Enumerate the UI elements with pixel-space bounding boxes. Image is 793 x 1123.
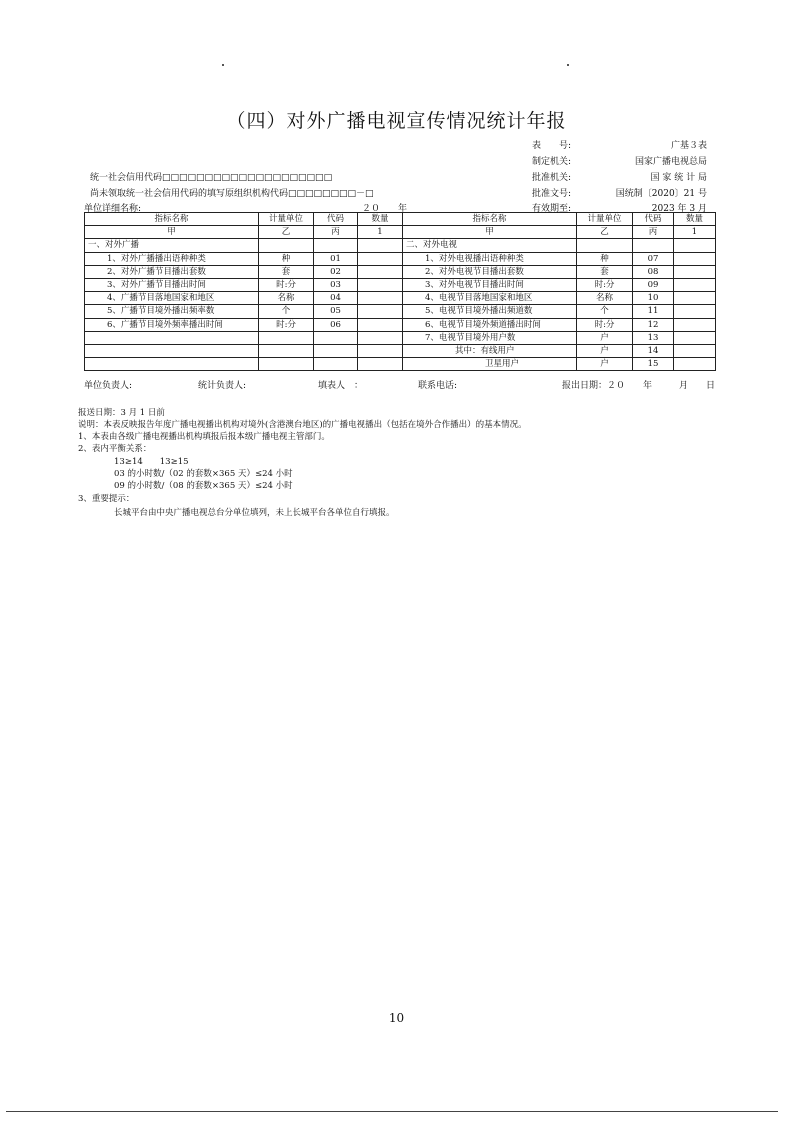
table-row bbox=[85, 292, 716, 305]
quantity-cell[interactable] bbox=[358, 278, 403, 291]
quantity-cell[interactable] bbox=[358, 318, 403, 331]
stat-head-label: 统计负责人: bbox=[198, 381, 247, 391]
unit-cell bbox=[259, 358, 314, 371]
indicator-name bbox=[85, 331, 259, 344]
code-cell: 02 bbox=[314, 265, 358, 278]
quantity-cell[interactable] bbox=[358, 331, 403, 344]
header-code: 代码 bbox=[314, 213, 358, 226]
credit-code-field: 统一社会信用代码□□□□□□□□□□□□□□□□□□□□ bbox=[90, 173, 333, 183]
code-cell bbox=[314, 358, 358, 371]
unit-cell: 个 bbox=[577, 305, 633, 318]
page-number: 10 bbox=[388, 1011, 405, 1025]
table-row bbox=[85, 265, 716, 278]
table-row bbox=[85, 278, 716, 291]
header-indicator-name: 指标名称 bbox=[403, 213, 577, 226]
code-cell: 03 bbox=[314, 278, 358, 291]
scan-speck bbox=[222, 64, 224, 66]
table-row bbox=[85, 358, 716, 371]
quantity-cell[interactable] bbox=[358, 305, 403, 318]
unit-cell: 种 bbox=[577, 252, 633, 265]
filler-label: 填表人 ： bbox=[318, 381, 364, 391]
code-cell: 10 bbox=[633, 292, 674, 305]
code-cell: 01 bbox=[314, 252, 358, 265]
unit-cell: 时:分 bbox=[259, 318, 314, 331]
header-quantity: 数量 bbox=[358, 213, 403, 226]
unit-cell: 户 bbox=[577, 358, 633, 371]
note-item-1: 1、本表由各级广播电视播出机构填报后报本级广播电视主管部门。 bbox=[78, 432, 330, 442]
quantity-cell[interactable] bbox=[674, 265, 716, 278]
indicator-name: 1、对外电视播出语种种类 bbox=[403, 252, 577, 265]
subheader-cell: 丙 bbox=[314, 226, 358, 239]
indicator-name: 5、电视节目境外播出频道数 bbox=[403, 305, 577, 318]
quantity-cell[interactable] bbox=[358, 265, 403, 278]
indicator-name: 3、对外广播节目播出时间 bbox=[85, 278, 259, 291]
note-balance-3: 09 的小时数/（08 的套数×365 天）≤24 小时 bbox=[114, 481, 293, 491]
code-cell bbox=[314, 239, 358, 252]
unit-cell: 种 bbox=[259, 252, 314, 265]
indicator-name bbox=[85, 358, 259, 371]
subheader-cell: 乙 bbox=[577, 226, 633, 239]
meta-label-approver: 批准机关: bbox=[532, 173, 572, 183]
meta-value-authority: 国家广播电视总局 bbox=[634, 157, 707, 167]
table-row bbox=[85, 239, 716, 252]
org-code-field: 尚未领取统一社会信用代码的填写原组织机构代码□□□□□□□□－□ bbox=[90, 189, 374, 199]
header-quantity: 数量 bbox=[674, 213, 716, 226]
indicator-name: 2、对外电视节目播出套数 bbox=[403, 265, 577, 278]
quantity-cell[interactable] bbox=[674, 358, 716, 371]
quantity-cell[interactable] bbox=[674, 278, 716, 291]
table-row bbox=[85, 344, 716, 357]
note-balance-2: 03 的小时数/（02 的套数×365 天）≤24 小时 bbox=[114, 469, 293, 479]
indicator-name: 二、对外电视 bbox=[403, 239, 577, 252]
note-item-2: 2、表内平衡关系： bbox=[78, 444, 152, 454]
unit-cell: 名称 bbox=[259, 292, 314, 305]
quantity-cell[interactable] bbox=[674, 318, 716, 331]
bottom-rule bbox=[6, 1111, 778, 1112]
code-cell: 04 bbox=[314, 292, 358, 305]
quantity-cell[interactable] bbox=[358, 239, 403, 252]
note-balance-1: 13≥14 13≥15 bbox=[114, 457, 189, 467]
quantity-cell[interactable] bbox=[674, 292, 716, 305]
quantity-cell[interactable] bbox=[674, 305, 716, 318]
meta-label-valid-until: 有效期至: bbox=[532, 204, 572, 214]
header-unit: 计量单位 bbox=[577, 213, 633, 226]
code-cell: 08 bbox=[633, 265, 674, 278]
meta-label-form-no: 表 号: bbox=[532, 141, 572, 151]
indicator-name: 4、广播节目落地国家和地区 bbox=[85, 292, 259, 305]
table-row bbox=[85, 305, 716, 318]
code-cell: 07 bbox=[633, 252, 674, 265]
subheader-cell: 丙 bbox=[633, 226, 674, 239]
meta-value-valid-until: 2023 年 3 月 bbox=[651, 204, 707, 214]
unit-cell bbox=[259, 331, 314, 344]
unit-cell: 套 bbox=[259, 265, 314, 278]
note-description: 说明：本表反映报告年度广播电视播出机构对境外(含港澳台地区)的广播电视播出（包括在境外合作播出）的基本情况。 bbox=[78, 420, 527, 430]
code-cell: 12 bbox=[633, 318, 674, 331]
unit-cell: 套 bbox=[577, 265, 633, 278]
code-cell bbox=[314, 331, 358, 344]
subheader-cell: 甲 bbox=[85, 226, 259, 239]
unit-cell: 户 bbox=[577, 331, 633, 344]
meta-value-form-no: 广基３表 bbox=[670, 141, 707, 151]
unit-cell: 个 bbox=[259, 305, 314, 318]
subheader-cell: 1 bbox=[674, 226, 716, 239]
unit-cell bbox=[259, 239, 314, 252]
quantity-cell[interactable] bbox=[674, 331, 716, 344]
header-indicator-name: 指标名称 bbox=[85, 213, 259, 226]
indicator-name: 2、对外广播节目播出套数 bbox=[85, 265, 259, 278]
quantity-cell[interactable] bbox=[358, 292, 403, 305]
note-reminder: 长城平台由中央广播电视总台分单位填列，未上长城平台各单位自行填报。 bbox=[114, 508, 395, 518]
indicator-name: 5、广播节目境外播出频率数 bbox=[85, 305, 259, 318]
unit-cell bbox=[259, 344, 314, 357]
indicator-name: 卫星用户 bbox=[403, 358, 577, 371]
scan-speck bbox=[567, 64, 569, 66]
indicator-name: 1、对外广播播出语种种类 bbox=[85, 252, 259, 265]
unit-cell: 时:分 bbox=[577, 318, 633, 331]
indicator-name: 其中：有线用户 bbox=[403, 344, 577, 357]
unit-head-label: 单位负责人: bbox=[84, 381, 133, 391]
subheader-cell: 1 bbox=[358, 226, 403, 239]
code-cell: 05 bbox=[314, 305, 358, 318]
meta-label-approval-no: 批准文号: bbox=[532, 189, 572, 199]
meta-value-approval-no: 国统制〔2020〕21 号 bbox=[615, 189, 707, 199]
header-code: 代码 bbox=[633, 213, 674, 226]
table-header-row bbox=[85, 213, 716, 226]
note-item-3: 3、重要提示： bbox=[78, 494, 135, 504]
code-cell bbox=[314, 344, 358, 357]
meta-label-authority: 制定机关: bbox=[532, 157, 572, 167]
unit-name-label: 单位详细名称: bbox=[84, 204, 142, 214]
indicator-name: 6、电视节目境外频道播出时间 bbox=[403, 318, 577, 331]
indicator-name: 7、电视节目境外用户数 bbox=[403, 331, 577, 344]
subheader-cell: 甲 bbox=[403, 226, 577, 239]
table-row bbox=[85, 331, 716, 344]
quantity-cell[interactable] bbox=[674, 344, 716, 357]
page-title: （四）对外广播电视宣传情况统计年报 bbox=[226, 110, 567, 132]
indicator-name: 3、对外电视节目播出时间 bbox=[403, 278, 577, 291]
phone-label: 联系电话: bbox=[418, 381, 458, 391]
quantity-cell[interactable] bbox=[358, 358, 403, 371]
table-subheader-row bbox=[85, 226, 716, 239]
table-row bbox=[85, 318, 716, 331]
statistics-table bbox=[84, 212, 716, 371]
meta-value-approver: 国 家 统 计 局 bbox=[650, 173, 707, 183]
code-cell: 09 bbox=[633, 278, 674, 291]
quantity-cell[interactable] bbox=[674, 252, 716, 265]
unit-cell: 户 bbox=[577, 344, 633, 357]
report-date-label: 报出日期：２０ 年 月 日 bbox=[561, 381, 715, 391]
unit-cell bbox=[577, 239, 633, 252]
code-cell: 13 bbox=[633, 331, 674, 344]
code-cell: 14 bbox=[633, 344, 674, 357]
unit-cell: 时:分 bbox=[259, 278, 314, 291]
quantity-cell[interactable] bbox=[358, 252, 403, 265]
report-year: ２０ 年 bbox=[362, 204, 408, 214]
subheader-cell: 乙 bbox=[259, 226, 314, 239]
quantity-cell[interactable] bbox=[358, 344, 403, 357]
code-cell bbox=[633, 239, 674, 252]
table-row bbox=[85, 252, 716, 265]
unit-cell: 时:分 bbox=[577, 278, 633, 291]
indicator-name: 4、电视节目落地国家和地区 bbox=[403, 292, 577, 305]
note-submit-date: 报送日期：3 月 1 日前 bbox=[78, 408, 165, 418]
code-cell: 15 bbox=[633, 358, 674, 371]
code-cell: 11 bbox=[633, 305, 674, 318]
quantity-cell[interactable] bbox=[674, 239, 716, 252]
code-cell: 06 bbox=[314, 318, 358, 331]
indicator-name: 一、对外广播 bbox=[85, 239, 259, 252]
indicator-name bbox=[85, 344, 259, 357]
indicator-name: 6、广播节目境外频率播出时间 bbox=[85, 318, 259, 331]
unit-cell: 名称 bbox=[577, 292, 633, 305]
header-unit: 计量单位 bbox=[259, 213, 314, 226]
